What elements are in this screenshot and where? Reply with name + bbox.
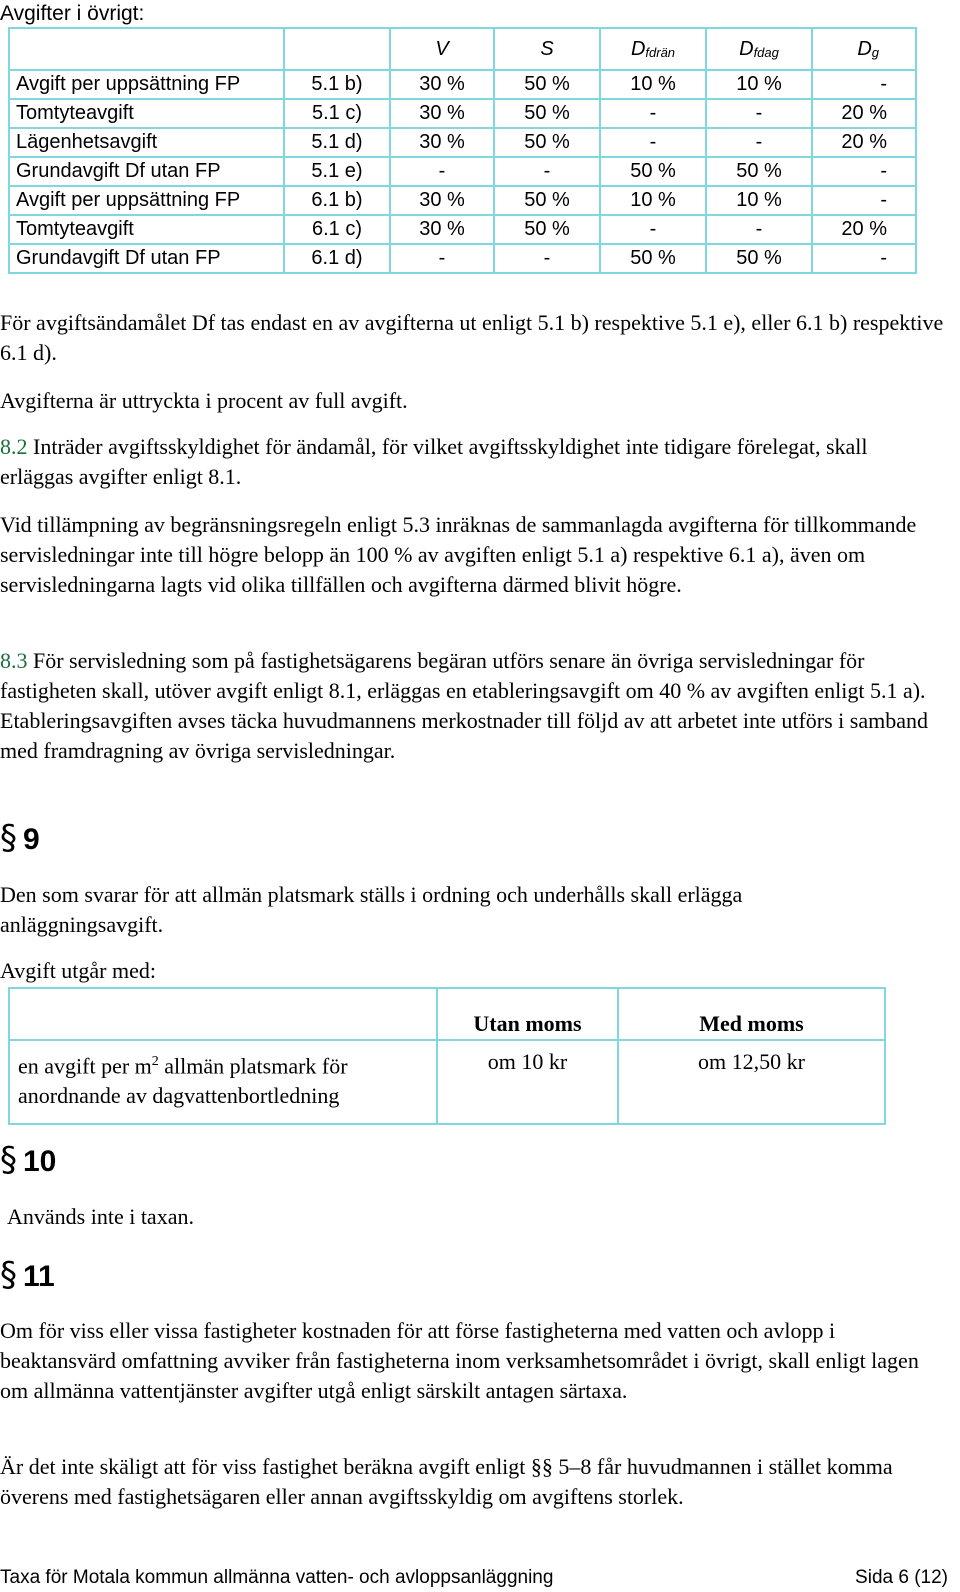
section-number: 8.3	[0, 648, 28, 673]
rate-cell: -	[600, 215, 706, 244]
reference-cell: 5.1 d)	[284, 128, 390, 157]
fee-description: en avgift per $m^2$ allmän platsmark för anordnande av dagvattenbortledning	[9, 1040, 437, 1124]
fee-name-cell: Grundavgift Df utan FP	[9, 157, 284, 186]
rate-cell: -	[812, 157, 916, 186]
section-11-heading: § 11	[0, 1255, 55, 1295]
rate-cell: 50 %	[706, 244, 812, 273]
rate-cell: 50 %	[706, 157, 812, 186]
paragraph-11a: Om för viss eller vissa fastigheter kostnaden för att förse fastigheterna med vatten och avlopp i beaktansvärd omfattning avviker från fastigheterna inom verksamhetsområdet i övrigt, skall enligt lagen om allmänna vattentjänster avgifter utgå enligt särskilt antagen särtaxa.	[0, 1318, 919, 1403]
fee-table-row	[9, 128, 916, 157]
paragraph-9-intro: Avgift utgår med:	[0, 958, 156, 983]
rate-cell: 50 %	[494, 70, 600, 99]
reference-cell: 6.1 c)	[284, 215, 390, 244]
rate-cell: -	[390, 244, 494, 273]
fee-incl-vat: om 12,50 kr	[618, 1040, 885, 1124]
reference-cell: 5.1 b)	[284, 70, 390, 99]
fee-name-cell: Avgift per uppsättning FP	[9, 70, 284, 99]
fee-table-row	[9, 70, 916, 99]
paragraph-9: Den som svarar för att allmän platsmark ställs i ordning och underhålls skall erlägga anläggningsavgift.	[0, 882, 743, 937]
paragraph-8-3: 8.3 För servisledning som på fastighetsägarens begäran utförs senare än övriga servisledningar för fastigheten skall, utöver avgift enligt 8.1, erläggas en etableringsavgift om 40 % av avgiften enligt 5.1 a). Etableringsavgiften avses täcka huvudmannens merkostnader till följd av att arbetet inte utförs i samband med framdragning av övriga servisledningar.	[0, 648, 928, 763]
fee-name-cell: Tomtyteavgift	[9, 215, 284, 244]
rate-cell: -	[706, 99, 812, 128]
fee-table-row	[9, 186, 916, 215]
rate-cell: -	[812, 70, 916, 99]
rate-cell: 30 %	[390, 70, 494, 99]
fee-table-header	[9, 28, 916, 70]
rate-cell: -	[494, 157, 600, 186]
section-number: 8.2	[0, 434, 28, 459]
header-s: S	[494, 28, 600, 70]
rate-cell: -	[390, 157, 494, 186]
rate-cell: 50 %	[494, 99, 600, 128]
rate-cell: 10 %	[706, 70, 812, 99]
paragraph-sign: §	[0, 1255, 17, 1295]
rate-cell: 50 %	[600, 157, 706, 186]
header-empty	[9, 988, 437, 1040]
paragraph-sign: §	[0, 818, 17, 858]
header-incl-vat: Med moms	[618, 988, 885, 1040]
page-number: Sida 6 (12)	[855, 1567, 948, 1588]
rate-cell: 20 %	[812, 128, 916, 157]
fee-table-row	[9, 244, 916, 273]
rate-cell: 30 %	[390, 215, 494, 244]
fee-table-row	[9, 157, 916, 186]
fee-excl-vat: om 10 kr	[437, 1040, 618, 1124]
rate-cell: 50 %	[494, 186, 600, 215]
rate-cell: 50 %	[494, 128, 600, 157]
fee-name-cell: Tomtyteavgift	[9, 99, 284, 128]
rate-cell: 30 %	[390, 128, 494, 157]
header-dfdran: $D_{fdrän}$	[600, 28, 706, 70]
reference-cell: 6.1 d)	[284, 244, 390, 273]
header-v: V	[390, 28, 494, 70]
header-empty	[9, 28, 284, 70]
rate-cell: 20 %	[812, 215, 916, 244]
rate-cell: -	[494, 244, 600, 273]
rate-cell: -	[706, 215, 812, 244]
paragraph-percent: Avgifterna är uttryckta i procent av full avgift.	[0, 388, 408, 413]
rate-cell: -	[600, 128, 706, 157]
header-dfdag: $D_{fdag}$	[706, 28, 812, 70]
fee-table-row	[9, 99, 916, 128]
paragraph-8-2: 8.2 Inträder avgiftsskyldighet för ändamål, för vilket avgiftsskyldighet inte tidigare förelegat, skall erläggas avgifter enligt 8.1.	[0, 434, 868, 489]
rate-cell: 30 %	[390, 186, 494, 215]
fee-table	[8, 27, 917, 274]
paragraph-df: För avgiftsändamålet Df tas endast en av avgifterna ut enligt 5.1 b) respektive 5.1 e), eller 6.1 b) respektive 6.1 d).	[0, 310, 944, 365]
rate-cell: 30 %	[390, 99, 494, 128]
reference-cell: 5.1 c)	[284, 99, 390, 128]
paragraph-sign: §	[0, 1140, 17, 1180]
reference-cell: 5.1 e)	[284, 157, 390, 186]
section-heading: Avgifter i övrigt:	[0, 2, 145, 25]
header-empty	[284, 28, 390, 70]
fee-table-row	[9, 215, 916, 244]
rate-cell: 10 %	[600, 70, 706, 99]
land-fee-table	[8, 987, 886, 1125]
rate-cell: 10 %	[600, 186, 706, 215]
paragraph-limit: Vid tillämpning av begränsningsregeln enligt 5.3 inräknas de sammanlagda avgifterna för tillkommande servisledningar inte till högre belopp än 100 % av avgiften enligt 5.1 a) respektive 6.1 a), även om servisledningarna lagts vid olika tillfällen och avgifterna därmed blivit högre.	[0, 512, 917, 597]
rate-cell: -	[706, 128, 812, 157]
rate-cell: 20 %	[812, 99, 916, 128]
reference-cell: 6.1 b)	[284, 186, 390, 215]
paragraph-11b: Är det inte skäligt att för viss fastighet beräkna avgift enligt §§ 5–8 får huvudmannen i stället komma överens med fastighetsägaren eller annan avgiftsskyldig om avgiftens storlek.	[0, 1454, 893, 1509]
rate-cell: 50 %	[600, 244, 706, 273]
fee-name-cell: Avgift per uppsättning FP	[9, 186, 284, 215]
header-excl-vat: Utan moms	[437, 988, 618, 1040]
land-table-row	[9, 1040, 885, 1124]
land-table-header	[9, 988, 885, 1040]
rate-cell: 10 %	[706, 186, 812, 215]
footer-title: Taxa för Motala kommun allmänna vatten- och avloppsanläggning	[0, 1567, 554, 1588]
paragraph-10: Används inte i taxan.	[7, 1204, 194, 1229]
rate-cell: -	[600, 99, 706, 128]
rate-cell: -	[812, 186, 916, 215]
rate-cell: 50 %	[494, 215, 600, 244]
fee-name-cell: Lägenhetsavgift	[9, 128, 284, 157]
header-dg: $D_g$	[812, 28, 916, 70]
section-9-heading: § 9	[0, 818, 40, 858]
section-10-heading: § 10	[0, 1140, 57, 1180]
rate-cell: -	[812, 244, 916, 273]
fee-name-cell: Grundavgift Df utan FP	[9, 244, 284, 273]
